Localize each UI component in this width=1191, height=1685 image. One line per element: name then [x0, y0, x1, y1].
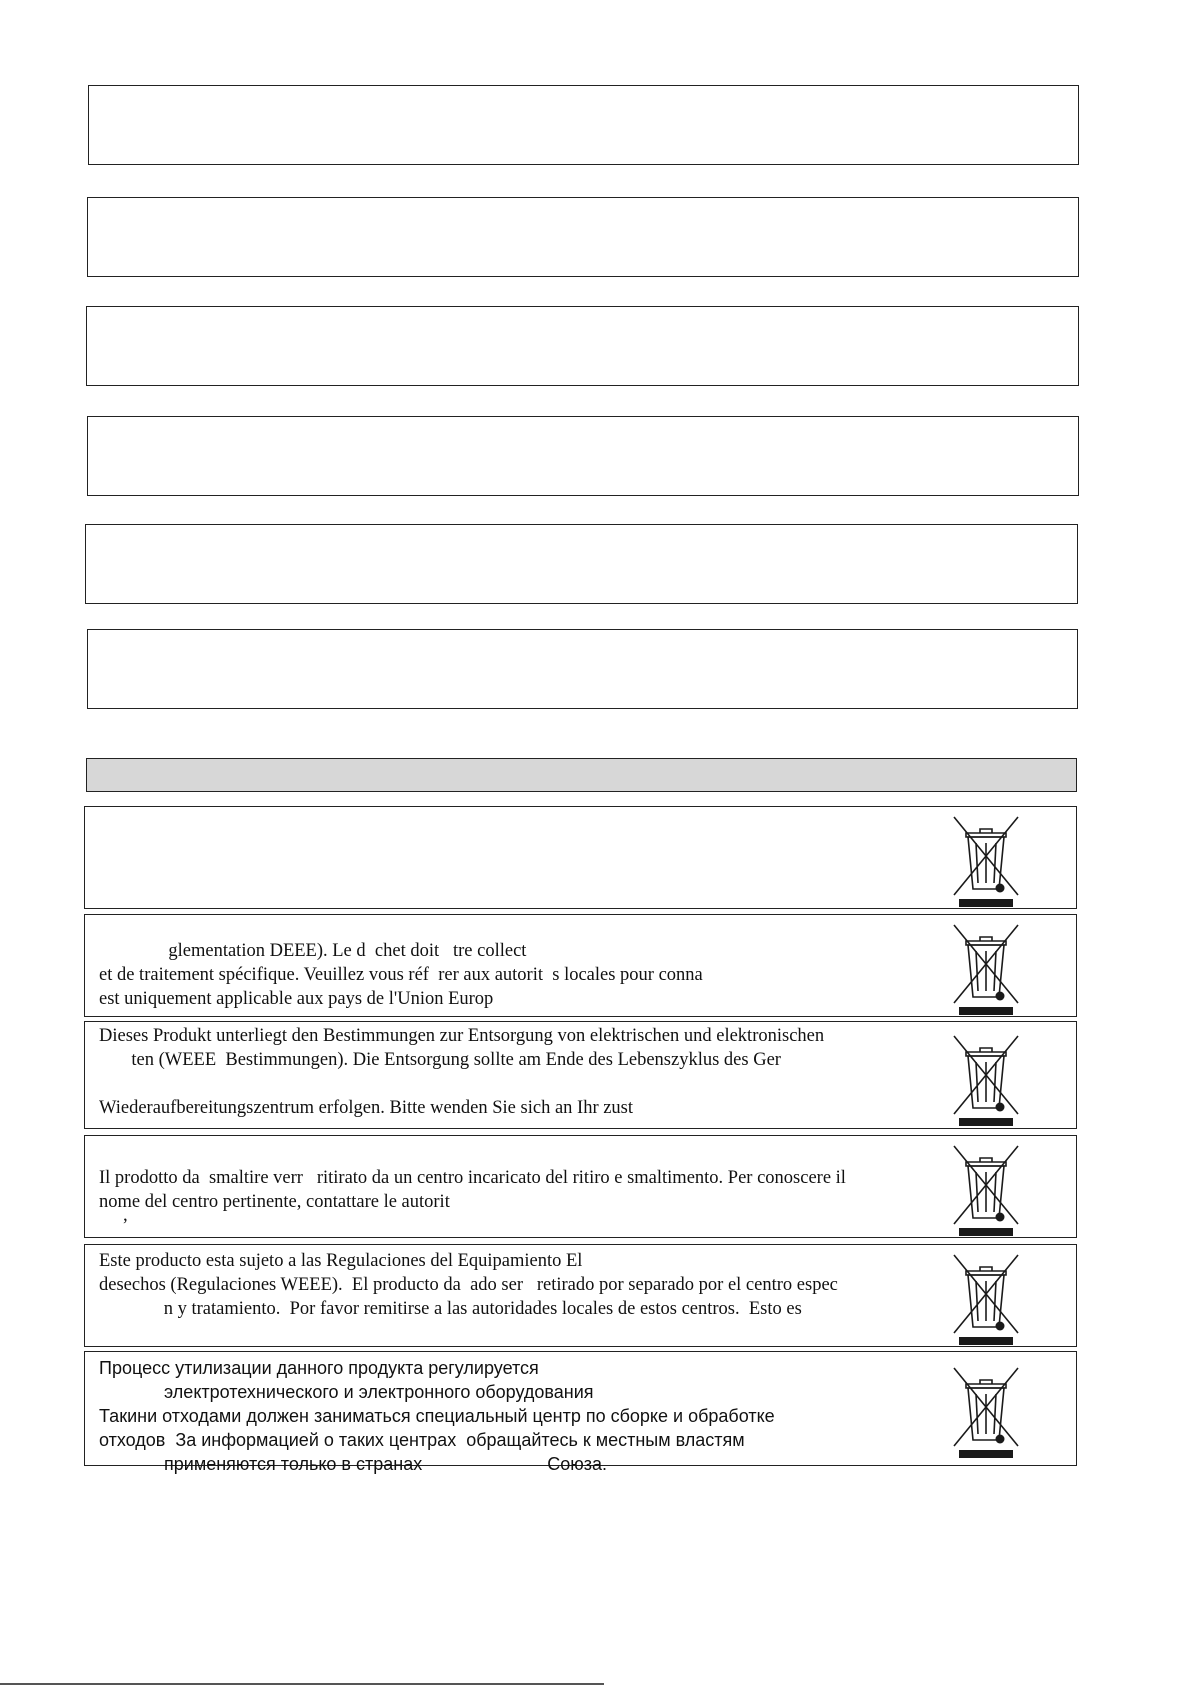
weee-bin-icon	[946, 1249, 1026, 1345]
weee-line	[99, 915, 949, 939]
weee-line: Este producto esta sujeto a las Regulaciones del Equipamiento El	[99, 1251, 583, 1271]
blank-box-1	[88, 85, 1079, 165]
weee-text-it	[99, 1142, 949, 1238]
weee-line: ten (WEEE Bestimmungen). Die Entsorgung sollte am Ende des Lebenszyklus des Ger	[99, 1050, 781, 1070]
weee-line: Такини отходами должен заниматься специальный центр по сборке и обработке	[99, 1406, 775, 1426]
weee-line: est uniquement applicable aux pays de l'Union Europ	[99, 989, 494, 1009]
blank-box-2	[87, 197, 1079, 277]
weee-line: Dieses Produkt unterliegt den Bestimmungen zur Entsorgung von elektrischen und elektronischen	[99, 1026, 825, 1046]
weee-line: Il prodotto da smaltire verr ritirato da un centro incaricato del ritiro e smaltimento. Per conoscere il	[99, 1168, 846, 1188]
weee-text-de	[99, 1024, 949, 1120]
section-header-bar	[86, 758, 1077, 792]
weee-line: et de traitement spécifique. Veuillez vous réf rer aux autorit s locales pour conna	[99, 965, 703, 985]
weee-line	[99, 1072, 949, 1096]
weee-text-es	[99, 1249, 949, 1321]
weee-line: Процесс утилизации данного продукта регулируется	[99, 1358, 539, 1378]
blank-box-3	[86, 306, 1079, 386]
blank-box-5	[85, 524, 1078, 604]
weee-line: glementation DEEE). Le d chet doit tre collect	[99, 941, 527, 961]
weee-line: электротехнического и электронного оборудования	[99, 1382, 594, 1402]
weee-text-fr	[99, 915, 949, 1011]
weee-bin-icon	[946, 1362, 1026, 1458]
weee-text-ru	[99, 1356, 949, 1476]
weee-line: desechos (Regulaciones WEEE). El producto da ado ser retirado por separado por el centro espec	[99, 1275, 838, 1295]
weee-bin-icon	[946, 811, 1026, 907]
weee-line	[99, 1142, 949, 1166]
weee-line: Wiederaufbereitungszentrum erfolgen. Bitte wenden Sie sich an Ihr zust	[99, 1098, 634, 1118]
weee-section-ru	[84, 1351, 1077, 1474]
weee-section-es	[84, 1244, 1077, 1347]
blank-box-6	[87, 629, 1078, 709]
weee-section-de	[84, 1021, 1077, 1129]
weee-section-fr	[84, 914, 1077, 1017]
weee-bin-icon	[946, 1030, 1026, 1126]
weee-line: отходов За информацией о таких центрах обращайтесь к местным властям	[99, 1430, 745, 1450]
weee-line: n y tratamiento. Por favor remitirse a las autoridades locales de estos centros. Esto es	[99, 1299, 802, 1319]
weee-line: nome del centro pertinente, contattare le autorit	[99, 1192, 450, 1212]
weee-bin-icon	[946, 1140, 1026, 1236]
weee-line: применяются только в странах Союза.	[99, 1454, 607, 1474]
weee-section-en	[84, 806, 1077, 909]
weee-bin-icon	[946, 919, 1026, 1015]
weee-section-it	[84, 1135, 1077, 1238]
weee-line: ’	[99, 1216, 129, 1236]
blank-box-4	[87, 416, 1079, 496]
